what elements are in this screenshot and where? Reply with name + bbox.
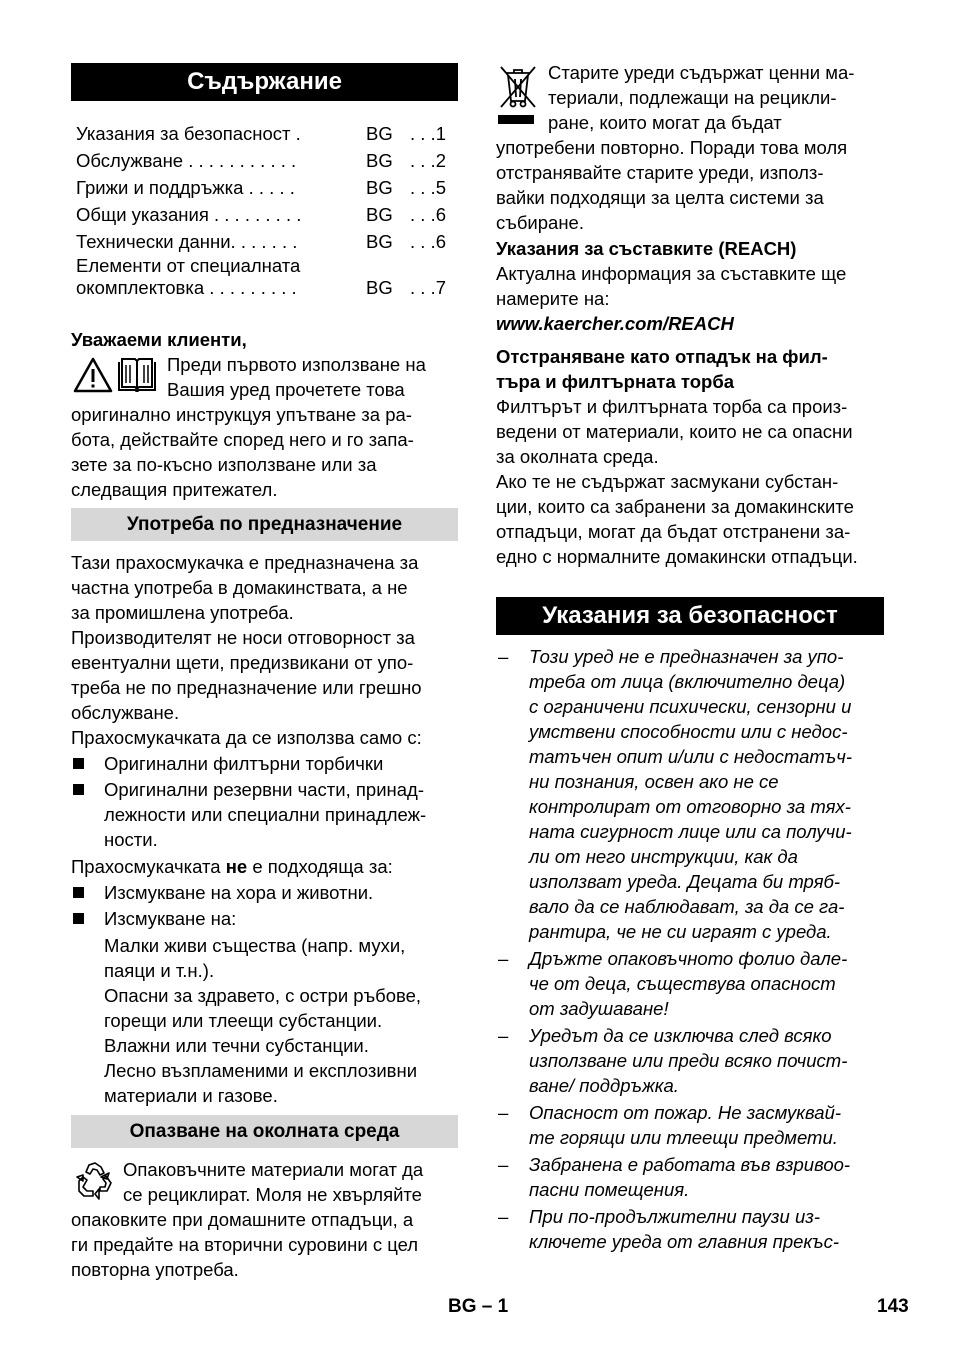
- toc-page: . . .5: [410, 177, 446, 198]
- safety-line: пасни помещения.: [529, 1179, 690, 1200]
- intended-use-line: евентуални щети, предизвикани от упо-: [71, 652, 414, 673]
- toc-lang: BG: [366, 123, 393, 144]
- dash-marker: –: [498, 1206, 509, 1227]
- toc-lang: BG: [366, 277, 393, 298]
- toc-label-cont: окомплектовка . . . . . . . . .: [76, 277, 297, 298]
- table-of-contents: [76, 120, 456, 303]
- environment-line: ги предайте на вторични суровини с цел: [71, 1234, 419, 1255]
- sub-line: Влажни или течни субстанции.: [104, 1035, 369, 1056]
- page-code: BG – 1: [448, 1296, 509, 1317]
- toc-page: . . .1: [410, 123, 446, 144]
- environment-line: опаковките при домашните отпадъци, а: [71, 1209, 414, 1230]
- intro-line: бота, действайте според него и го запа-: [71, 429, 414, 450]
- filter-line: ции, които са забранени за домакинските: [496, 496, 854, 517]
- intro-line: зете за по-късно използване или за: [71, 454, 377, 475]
- reach-line: намерите на:: [496, 288, 610, 309]
- sub-line: Малки живи същества (напр. мухи,: [104, 935, 406, 956]
- weee-line: вайки подходящи за целта системи за: [496, 187, 824, 208]
- safety-line: ли от него инструкции, как да: [529, 846, 798, 867]
- bullet-text: лежности или специални принадлеж-: [104, 804, 427, 825]
- toc-label: Грижи и поддръжка . . . . .: [76, 177, 295, 198]
- intended-use-line: Производителят не носи отговорност за: [71, 627, 415, 648]
- not-suitable-post: е подходяща за:: [247, 856, 393, 877]
- filter-heading-cont: търа и филтърната торба: [496, 371, 735, 392]
- list-item: [71, 880, 458, 905]
- filter-line: Ако те не съдържат засмукани субстан-: [496, 471, 839, 492]
- toc-lang: BG: [366, 204, 393, 225]
- toc-page: . . .2: [410, 150, 446, 171]
- safety-list: [496, 644, 888, 1254]
- dash-marker: –: [498, 1025, 509, 1046]
- safety-line: използват уреда. Децата би тряб-: [529, 871, 841, 892]
- safety-heading: Указания за безопасност: [496, 597, 884, 635]
- recycle-icon: [73, 1161, 117, 1203]
- weee-line: събиране.: [496, 212, 584, 233]
- warning-triangle-icon: [73, 356, 113, 394]
- toc-label: Указания за безопасност .: [76, 123, 301, 144]
- safety-line: вало да се наблюдават, за да се га-: [529, 896, 845, 917]
- intended-use-line: за промишлена употреба.: [71, 602, 294, 623]
- not-suitable-bold: не: [225, 856, 248, 877]
- list-item: [496, 1023, 888, 1098]
- weee-line: отстранявайте старите уреди, използ-: [496, 162, 824, 183]
- page-number: 143: [877, 1296, 909, 1317]
- intro-line: Вашия уред прочетете това: [167, 379, 405, 400]
- intended-use-line: обслужване.: [71, 702, 180, 723]
- safety-line: контролират от отговорно за тях-: [529, 796, 851, 817]
- not-suitable-sublist: [71, 933, 458, 1108]
- intended-use-line: Тази прахосмукачка е предназначена за: [71, 552, 419, 573]
- list-item: [71, 751, 458, 776]
- contents-heading: Съдържание: [71, 63, 458, 101]
- toc-row[interactable]: [76, 201, 456, 228]
- safety-line: рантира, че не си играят с уреда.: [529, 921, 832, 942]
- safety-line: Опасност от пожар. Не засмуквай-: [529, 1102, 842, 1123]
- safety-line: татъчен опит и/или с недостатъч-: [529, 746, 853, 767]
- list-item: [496, 1152, 888, 1202]
- list-item: [496, 644, 888, 944]
- weee-line: Старите уреди съдържат ценни ма-: [548, 62, 855, 83]
- toc-lang: BG: [366, 150, 393, 171]
- bullet-text: Оригинални резервни части, принад-: [104, 779, 424, 800]
- dash-marker: –: [498, 1154, 509, 1175]
- sub-line: горещи или тлеещи субстанции.: [104, 1010, 383, 1031]
- intro-line: Преди първото използване на: [167, 354, 426, 375]
- weee-line: употребени повторно. Поради това моля: [496, 137, 848, 158]
- toc-row[interactable]: [76, 255, 456, 303]
- safety-line: те горящи или тлеещи предмети.: [529, 1127, 838, 1148]
- intended-use-line: треба не по предназначение или грешно: [71, 677, 422, 698]
- safety-line: Дръжте опаковъчното фолио дале-: [529, 948, 848, 969]
- safety-line: ни познания, освен ако не се: [529, 771, 779, 792]
- safety-line: Този уред не е предназначен за упо-: [529, 646, 844, 667]
- environment-line: Опаковъчните материали могат да: [123, 1159, 424, 1180]
- dash-marker: –: [498, 646, 509, 667]
- list-item: [496, 1204, 888, 1254]
- list-item: [496, 1100, 888, 1150]
- safety-line: използване или преди всяко почист-: [529, 1050, 848, 1071]
- safety-line: ната сигурност лице или са получи-: [529, 821, 852, 842]
- reach-line: Актуална информация за съставките ще: [496, 263, 847, 284]
- bullet-square: [73, 758, 84, 769]
- safety-line: че от деца, съществува опасност: [529, 973, 836, 994]
- weee-line: ране, които могат да бъдат: [548, 112, 782, 133]
- dash-marker: –: [498, 948, 509, 969]
- list-item: [71, 906, 458, 931]
- sub-line: паяци и т.н.).: [104, 960, 215, 981]
- sub-line: Лесно възпламеними и експлозивни: [104, 1060, 418, 1081]
- intro-line: оригинално инструкцуя упътване за ра-: [71, 404, 412, 425]
- safety-line: от задушаване!: [529, 998, 669, 1019]
- intended-use-block: [71, 550, 458, 1108]
- safety-line: ване/ поддръжка.: [529, 1075, 679, 1096]
- filter-line: за околната среда.: [496, 446, 659, 467]
- toc-label: Технически данни. . . . . . .: [76, 231, 298, 252]
- intended-use-line: Прахосмукачката да се използва само с:: [71, 727, 422, 748]
- sub-line: Опасни за здравето, с остри ръбове,: [104, 985, 422, 1006]
- toc-lang: BG: [366, 231, 393, 252]
- intended-use-line: частна употреба в домакинствата, а не: [71, 577, 408, 598]
- filter-line: Филтърът и филтърната торба са произ-: [496, 396, 848, 417]
- reach-link[interactable]: www.kaercher.com/REACH: [496, 313, 734, 334]
- weee-block: [496, 60, 888, 569]
- toc-label: Елементи от специалната: [76, 255, 301, 276]
- list-item: [71, 777, 458, 852]
- reach-heading: Указания за съставките (REACH): [496, 238, 797, 259]
- bullet-text: Изсмукване на хора и животни.: [104, 882, 374, 903]
- not-suitable-line: [71, 854, 458, 879]
- toc-page: . . .7: [410, 277, 446, 298]
- intended-use-heading: Употреба по предназначение: [71, 508, 458, 541]
- toc-page: . . .6: [410, 231, 446, 252]
- crossed-bin-bar: [498, 115, 534, 124]
- safety-line: Забранена е работата във взривоо-: [529, 1154, 851, 1175]
- dash-marker: –: [498, 1102, 509, 1123]
- environment-heading: Опазване на околната среда: [71, 1115, 458, 1148]
- filter-heading: Отстраняване като отпадък на фил-: [496, 346, 828, 367]
- toc-page: . . .6: [410, 204, 446, 225]
- safety-line: умствени способности или с недос-: [529, 721, 848, 742]
- safety-line: ключете уреда от главния прекъс-: [529, 1231, 840, 1252]
- toc-label: Обслужване . . . . . . . . . . .: [76, 150, 297, 171]
- bullet-text: Изсмукване на:: [104, 908, 237, 929]
- filter-line: ведени от материали, които не са опасни: [496, 421, 853, 442]
- safety-line: Уредът да се изключва след всяко: [529, 1025, 832, 1046]
- manual-book-icon: [115, 356, 159, 394]
- toc-label: Общи указания . . . . . . . . .: [76, 204, 302, 225]
- filter-line: едно с нормалните домакински отпадъци.: [496, 546, 858, 567]
- environment-block: [71, 1157, 458, 1282]
- bullet-text: Оригинални филтърни торбички: [104, 753, 384, 774]
- sub-line: материали и газове.: [104, 1085, 278, 1106]
- bullet-text: ности.: [104, 829, 158, 850]
- list-item: [496, 946, 888, 1021]
- toc-row[interactable]: [76, 174, 456, 201]
- safety-line: При по-продължителни паузи из-: [529, 1206, 820, 1227]
- bullet-square: [73, 887, 84, 898]
- bullet-square: [73, 784, 84, 795]
- toc-row[interactable]: [76, 147, 456, 174]
- bullet-square: [73, 913, 84, 924]
- toc-lang: BG: [366, 177, 393, 198]
- weee-line: териали, подлежащи на рецикли-: [548, 87, 837, 108]
- filter-line: отпадъци, могат да бъдат отстранени за-: [496, 521, 851, 542]
- dear-customers-heading: Уважаеми клиенти,: [71, 329, 247, 350]
- environment-line: се рециклират. Моля не хвърляйте: [123, 1184, 422, 1205]
- safety-line: с ограничени психически, сензорни и: [529, 696, 852, 717]
- safety-line: треба от лица (включително деца): [529, 671, 846, 692]
- intro-block: [71, 327, 458, 502]
- toc-row[interactable]: [76, 120, 456, 147]
- crossed-bin-icon: [498, 63, 538, 113]
- intro-text: [71, 352, 458, 502]
- environment-line: повторна употреба.: [71, 1259, 239, 1280]
- intro-line: следващия притежател.: [71, 479, 278, 500]
- toc-row[interactable]: [76, 228, 456, 255]
- not-suitable-pre: Прахосмукачката: [71, 856, 226, 877]
